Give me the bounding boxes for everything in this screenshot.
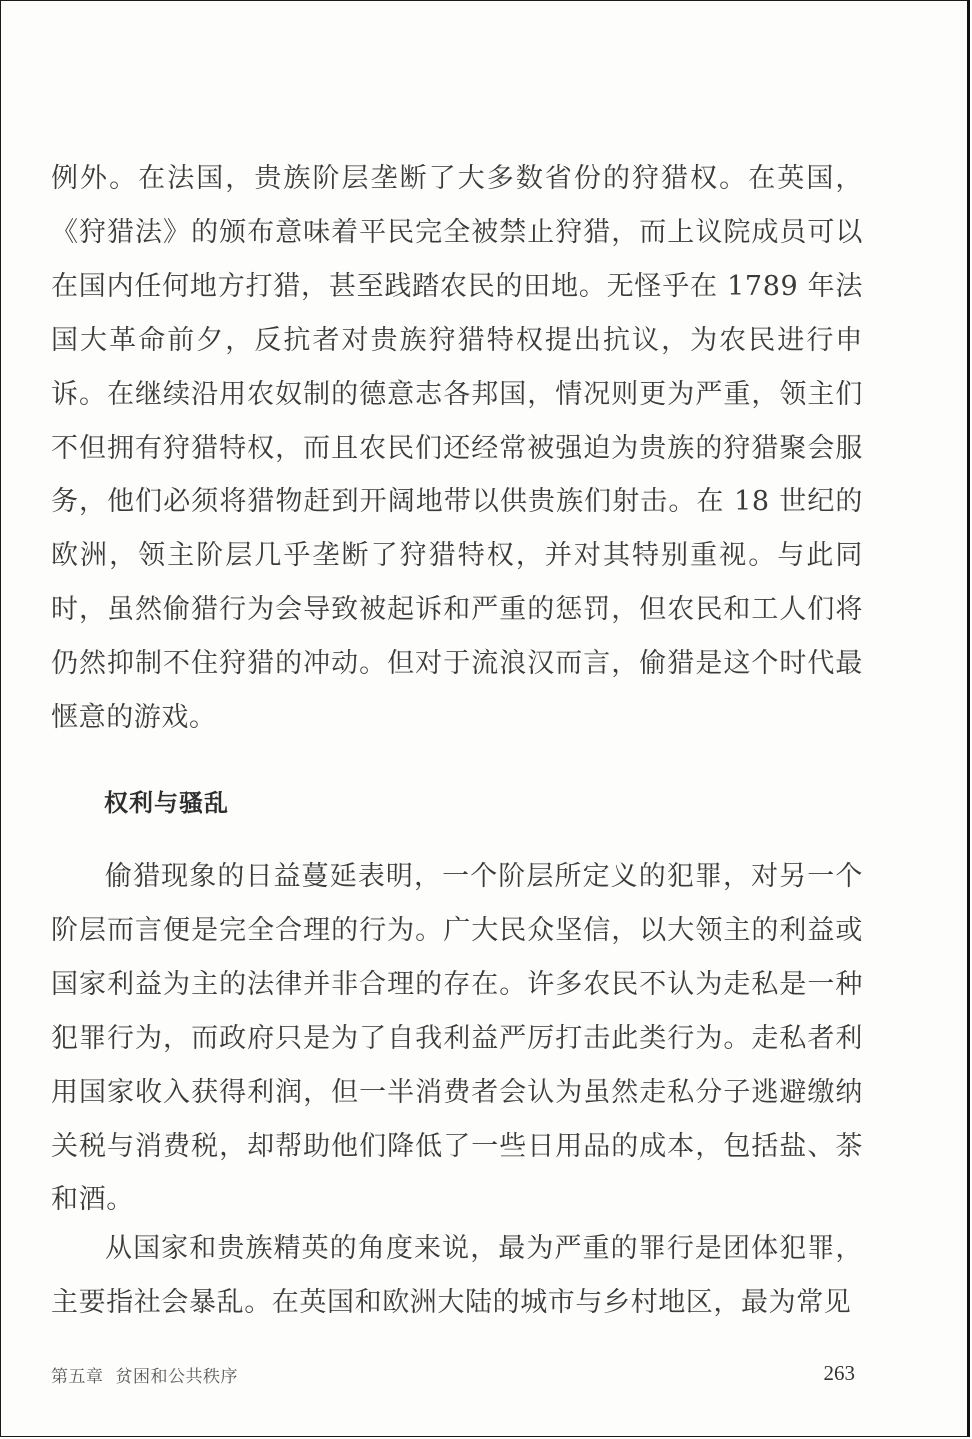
running-footer	[51, 1362, 238, 1387]
section-heading: 权利与骚乱	[104, 789, 229, 817]
chapter-title: 贫困和公共秩序	[115, 1367, 238, 1387]
page-number: 263	[823, 1361, 855, 1385]
body-paragraph-poaching: 偷猎现象的日益蔓延表明，一个阶层所定义的犯罪，对另一个阶层而言便是完全合理的行为。广大民众坚信，以大领主的利益或国家利益为主的法律并非合理的存在。许多农民不认为走私是一种犯罪行为，而政府只是为了自我利益严厉打击此类行为。走私者利用国家收入获得利润，但一半消费者会认为虽然走私分子逃避缴纳关税与消费税，却帮助他们降低了一些日用品的成本，包括盐、茶和酒。	[51, 861, 863, 1216]
body-paragraph-riots: 从国家和贵族精英的角度来说，最为严重的罪行是团体犯罪，主要指社会暴乱。在英国和欧洲大陆的城市与乡村地区，最为常见	[51, 1233, 863, 1318]
body-paragraph-hunting-privilege: 例外。在法国，贵族阶层垄断了大多数省份的狩猎权。在英国，《狩猎法》的颁布意味着平民完全被禁止狩猎，而上议院成员可以在国内任何地方打猎，甚至践踏农民的田地。无怪乎在 1789 年法国大革命前夕，反抗者对贵族狩猎特权提出抗议，为农民进行申诉。在继续沿用农奴制的德意志各邦国，情况则更为严重，领主们不但拥有狩猎特权，而且农民们还经常被强迫为贵族的狩猎聚会服务，他们必须将猎物赶到开阔地带以供贵族们射击。在 18 世纪的欧洲，领主阶层几乎垄断了狩猎特权，并对其特别重视。与此同时，虽然偷猎行为会导致被起诉和严重的惩罚，但农民和工人们将仍然抑制不住狩猎的冲动。但对于流浪汉而言，偷猎是这个时代最惬意的游戏。	[51, 163, 863, 734]
chapter-number: 第五章	[51, 1367, 104, 1387]
